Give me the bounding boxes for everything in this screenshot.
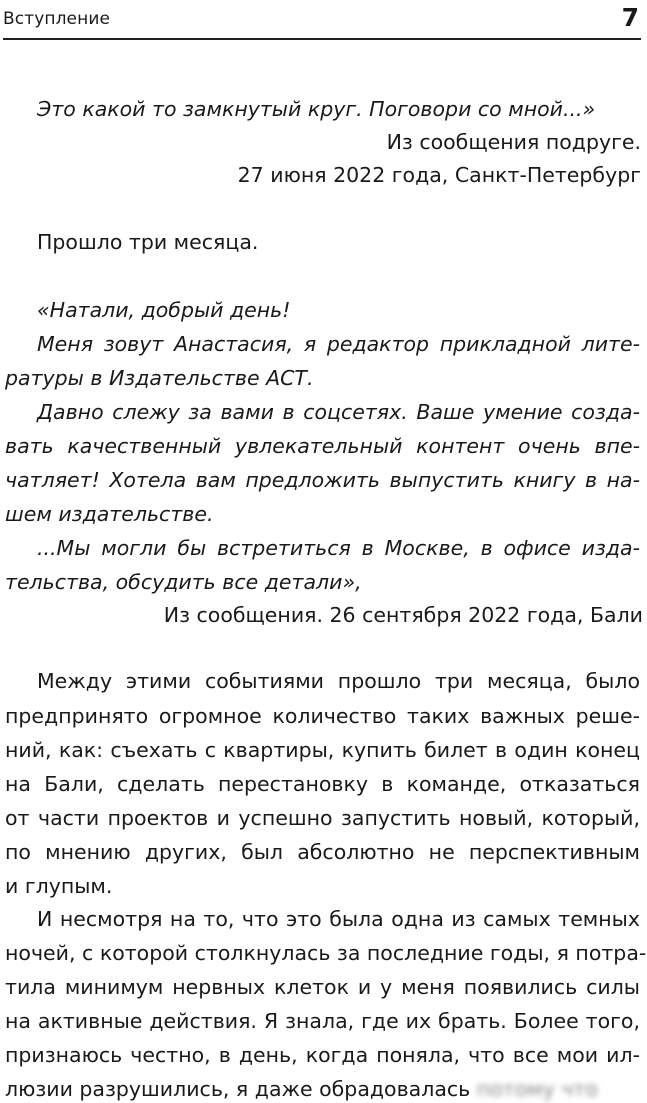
quote-line: «Натали, добрый день! xyxy=(37,298,291,322)
quote-source: Из сообщения подруге. xyxy=(386,130,641,154)
quote-line: ратуры в Издательстве АСТ. xyxy=(5,366,314,390)
paragraph-line: признаюсь честно, в день, когда поняла, что все мои ил- xyxy=(5,1043,640,1067)
paragraph-line: ний, как: съехать с квартиры, купить билет в один конец xyxy=(5,738,640,762)
quote-line: вать качественный увлекательный контент очень впе- xyxy=(5,434,640,458)
quote-date-place: 27 июня 2022 года, Санкт-Петербург xyxy=(237,163,641,187)
quote-line: Меня зовут Анастасия, я редактор прикладной лите- xyxy=(37,332,640,356)
paragraph-line: Между этими событиями прошло три месяца, было xyxy=(37,669,640,693)
quote-end-line: Это какой то замкнутый круг. Поговори со мной...» xyxy=(37,97,596,121)
paragraph-line: ночей, с которой столкнулась за последние годы, я потра- xyxy=(5,941,647,965)
paragraph-line: от части проектов и успешно запустить новый, который, xyxy=(5,806,640,830)
quote-source: Из сообщения. 26 сентября 2022 года, Бали xyxy=(163,603,643,627)
quote-line: Давно слежу за вами в соцсетях. Ваше умение созда- xyxy=(37,400,640,424)
paragraph-line-text: люзии разрушились, я даже обрадовалась xyxy=(5,1077,471,1101)
quote-line: чатляет! Хотела вам предложить выпустить книгу в на- xyxy=(5,468,640,492)
paragraph-line: по мнению других, был абсолютно не перспективным xyxy=(5,840,640,864)
blurred-text: потому что xyxy=(476,1077,598,1101)
quote-line: тельства, обсудить все детали», xyxy=(5,570,362,594)
paragraph-line: предпринято огромное количество таких важных реше- xyxy=(5,704,640,728)
paragraph-line: на активные действия. Я знала, где их брать. Более того, xyxy=(5,1009,640,1033)
quote-line: ...Мы могли бы встретиться в Москве, в офисе изда- xyxy=(37,536,640,560)
paragraph-last-line xyxy=(5,1075,598,1103)
transition-line: Прошло три месяца. xyxy=(37,230,259,254)
paragraph-line: и глупым. xyxy=(5,874,113,898)
paragraph-line: тила минимум нервных клеток и у меня появились силы xyxy=(5,975,640,999)
quote-line: шем издательстве. xyxy=(5,502,214,526)
page-header xyxy=(3,0,641,40)
page-number: 7 xyxy=(621,3,639,32)
paragraph-line: И несмотря на то, что это была одна из самых темных xyxy=(37,907,640,931)
chapter-title: Вступление xyxy=(3,9,111,29)
paragraph-line: на Бали, сделать перестановку в команде, отказаться xyxy=(5,772,640,796)
